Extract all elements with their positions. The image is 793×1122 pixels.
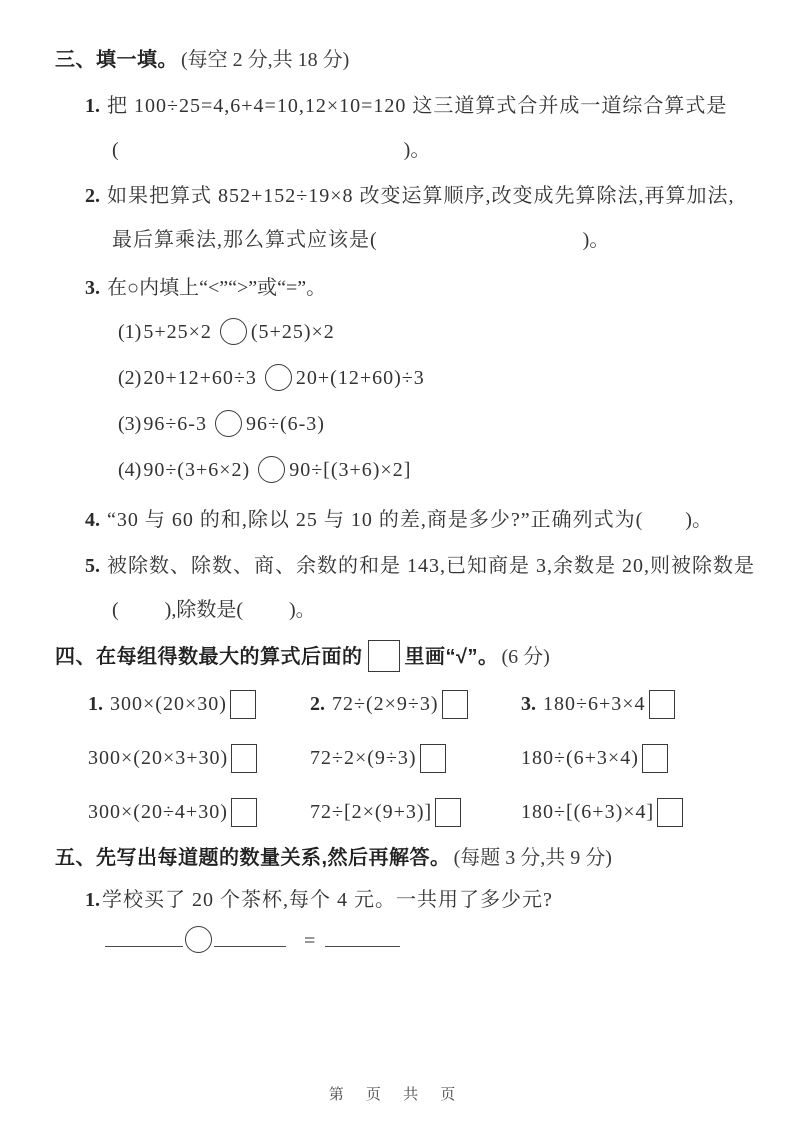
section-four-heading [55,640,747,674]
grid-cell [88,688,310,720]
answer-blank-right[interactable] [325,922,400,947]
answer-blank-middle[interactable] [214,922,286,947]
page-footer [0,1083,793,1104]
question-3-1 [85,92,747,120]
cell-expression: 300×(20×3+30) [88,747,229,769]
fill-blank[interactable] [119,612,165,616]
paren-middle: ),除数是( [164,599,243,621]
section-four-score: (6 分) [501,646,550,668]
section-four-title-post: 里画“√”。 [404,646,499,668]
question-number: 5. [85,555,100,577]
right-expression: 96÷(6-3) [245,413,325,435]
left-expression: 96÷6-3 [143,413,207,435]
question-number: 1. [85,889,100,911]
sub-number: (3) [118,413,142,435]
question-3-2 [85,182,747,210]
paren-open: ( [112,599,119,621]
section-three-score: (每空 2 分,共 18 分) [181,49,350,71]
comparison-item-3 [118,408,747,440]
question-text: “30 与 60 的和,除以 25 与 10 的差,商是多少?”正确列式为( [107,509,644,531]
section-four-title-pre: 四、在每组得数最大的算式后面的 [55,646,363,668]
question-text: 在○内填上“<”“>”或“=”。 [107,277,327,299]
question-text: 如果把算式 852+152÷19×8 改变运算顺序,改变成先算除法,再算加法, [107,185,735,207]
comparison-circle[interactable] [220,318,247,345]
grid-cell [310,796,521,828]
paren-close: )。 [582,229,610,251]
left-expression: 20+12+60÷3 [143,367,257,389]
cell-number: 1. [88,693,103,715]
sub-number: (2) [118,367,142,389]
section-five-score: (每题 3 分,共 9 分) [453,847,612,869]
fill-blank[interactable] [119,152,404,156]
answer-checkbox[interactable] [657,798,683,827]
question-5-1 [85,886,747,914]
grid-cell [521,688,747,720]
right-expression: (5+25)×2 [250,321,335,343]
paren-open: ( [112,139,119,161]
grid-cell [521,796,747,828]
comparison-circle[interactable] [258,456,285,483]
question-number: 4. [85,509,100,531]
question-3-5 [85,552,755,580]
cell-expression: 72÷2×(9÷3) [310,747,417,769]
right-expression: 90÷[(3+6)×2] [289,459,412,481]
comparison-item-2 [118,362,747,394]
answer-equation-line [105,922,747,956]
right-expression: 20+(12+60)÷3 [295,367,425,389]
question-text: 把 100÷25=4,6+4=10,12×10=120 这三道算式合并成一道综合算式是 [107,95,728,117]
grid-cell [310,742,521,774]
answer-checkbox[interactable] [649,690,675,719]
question-text: 学校买了 20 个茶杯,每个 4 元。一共用了多少元? [102,889,553,911]
cell-expression: 300×(20×30) [110,693,227,715]
left-expression: 90÷(3+6×2) [143,459,251,481]
sub-number: (4) [118,459,142,481]
question-3-4 [85,506,747,534]
equals-sign: = [304,930,316,952]
cell-number: 2. [310,693,325,715]
question-3-1-answer-line [112,136,747,164]
grid-cell [310,688,521,720]
question-3-2-answer-line [112,226,747,254]
section-five-title: 五、先写出每道题的数量关系,然后再解答。 [55,847,451,869]
page-footer-text: 第 页 共 页 [328,1086,465,1103]
answer-checkbox[interactable] [442,690,468,719]
comparison-circle[interactable] [215,410,242,437]
question-number: 2. [85,185,100,207]
question-text: 被除数、除数、商、余数的和是 143,已知商是 3,余数是 20,则被除数是 [107,555,755,577]
cell-expression: 180÷[(6+3)×4] [521,801,655,823]
question-3-3 [85,274,747,302]
comparison-item-4 [118,454,747,486]
answer-checkbox[interactable] [435,798,461,827]
question-number: 1. [85,95,100,117]
grid-cell [521,742,747,774]
cell-expression: 72÷(2×9÷3) [332,693,439,715]
left-expression: 5+25×2 [143,321,212,343]
expression-grid [88,688,747,828]
sub-number: (1) [118,321,142,343]
answer-checkbox[interactable] [642,744,668,773]
fill-blank[interactable] [378,242,583,246]
paren-close: )。 [403,139,431,161]
cell-expression: 300×(20÷4+30) [88,801,228,823]
cell-expression: 180÷6+3×4 [543,693,646,715]
answer-checkbox[interactable] [231,744,257,773]
comparison-circle[interactable] [265,364,292,391]
demo-checkbox [368,640,400,672]
grid-cell [88,742,310,774]
answer-checkbox[interactable] [230,690,256,719]
paren-close: )。 [289,599,316,621]
cell-expression: 180÷(6+3×4) [521,747,639,769]
question-3-5-answer-line [112,596,747,624]
cell-number: 3. [521,693,536,715]
comparison-item-1 [118,316,747,348]
fill-blank[interactable] [643,522,685,526]
grid-cell [88,796,310,828]
answer-blank-left[interactable] [105,922,183,947]
question-number: 3. [85,277,100,299]
answer-checkbox[interactable] [420,744,446,773]
section-three-title: 三、填一填。 [55,49,178,71]
fill-blank[interactable] [243,612,289,616]
cell-expression: 72÷[2×(9+3)] [310,801,433,823]
answer-checkbox[interactable] [231,798,257,827]
section-five-heading [55,844,747,872]
section-three-heading [55,46,747,74]
question-text-continued: 最后算乘法,那么算式应该是( [112,229,378,251]
paren-close: )。 [685,509,712,531]
operator-circle[interactable] [185,926,212,953]
